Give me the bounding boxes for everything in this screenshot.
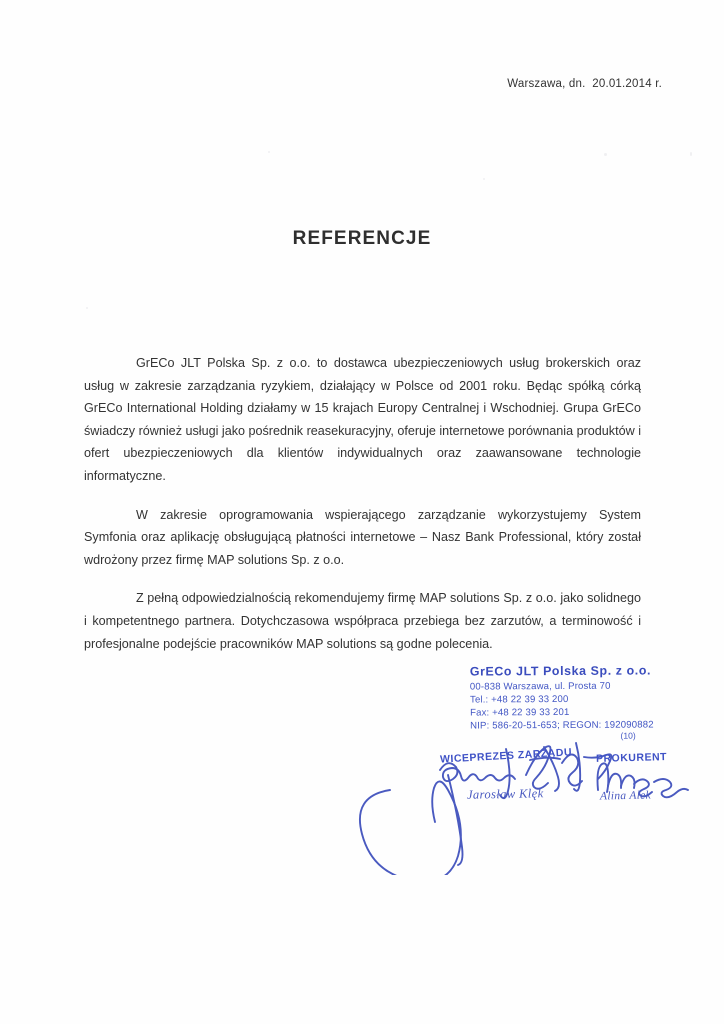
signature-title-vice-president: WICEPREZES ZARZĄDU	[439, 746, 573, 766]
stamp-address: 00-838 Warszawa, ul. Prosta 70	[469, 680, 611, 693]
scan-speckle	[483, 178, 485, 180]
stamp-tax-ids: NIP: 586-20-51-653; REGON: 192090882	[470, 719, 654, 732]
scan-speckle	[690, 152, 692, 156]
body-paragraph: GrECo JLT Polska Sp. z o.o. to dostawca ubezpieczeniowych usług brokerskich oraz usług w zakresie zarządzania ryzykiem, działający w Polsce od 2001 roku. Będąc spółką córką GrECo International Holding działamy w 15 krajach Europy Centralnej i Wschodniej. Grupa GrECo świadczy również usługi jako pośrednik reasekuracyjny, oferuje internetowe porównania produktów i ofert ubezpieczeniowych dla klientów indywidualnych oraz zaawansowane technologie informatyczne.	[84, 356, 641, 483]
document-body	[84, 352, 641, 655]
stamp-code: (10)	[620, 730, 636, 741]
body-paragraph: W zakresie oprogramowania wspierającego zarządzanie wykorzystujemy System Symfonia oraz aplikację obsługującą płatności internetowe – Nasz Bank Professional, który został wdrożony przez firmę MAP solutions Sp. z o.o.	[84, 507, 641, 567]
signature-name-prokurent: Alina Alek	[599, 789, 652, 803]
body-paragraph: Z pełną odpowiedzialnością rekomendujemy firmę MAP solutions Sp. z o.o. jako solidnego i kompetentnego partnera. Dotychczasowa współpraca przebiega bez zarzutów, a terminowość i profesjonalne podejście pracowników MAP solutions są godne polecenia.	[84, 591, 641, 651]
stamp-telephone: Tel.: +48 22 39 33 200	[469, 693, 569, 706]
page-title: REFERENCJE	[292, 228, 432, 249]
document-date: Warszawa, dn. 20.01.2014 r.	[507, 78, 662, 90]
scan-speckle	[86, 307, 88, 309]
scan-speckle	[604, 153, 607, 156]
signature-name-vice-president: Jarosław Klęk	[466, 786, 544, 802]
company-stamp	[470, 663, 654, 741]
stamp-fax: Fax: +48 22 39 33 201	[470, 706, 570, 719]
signature-title-prokurent: PROKURENT	[595, 751, 668, 765]
stamp-company-name: GrECo JLT Polska Sp. z o.o.	[469, 663, 652, 679]
scan-speckle	[268, 151, 270, 153]
